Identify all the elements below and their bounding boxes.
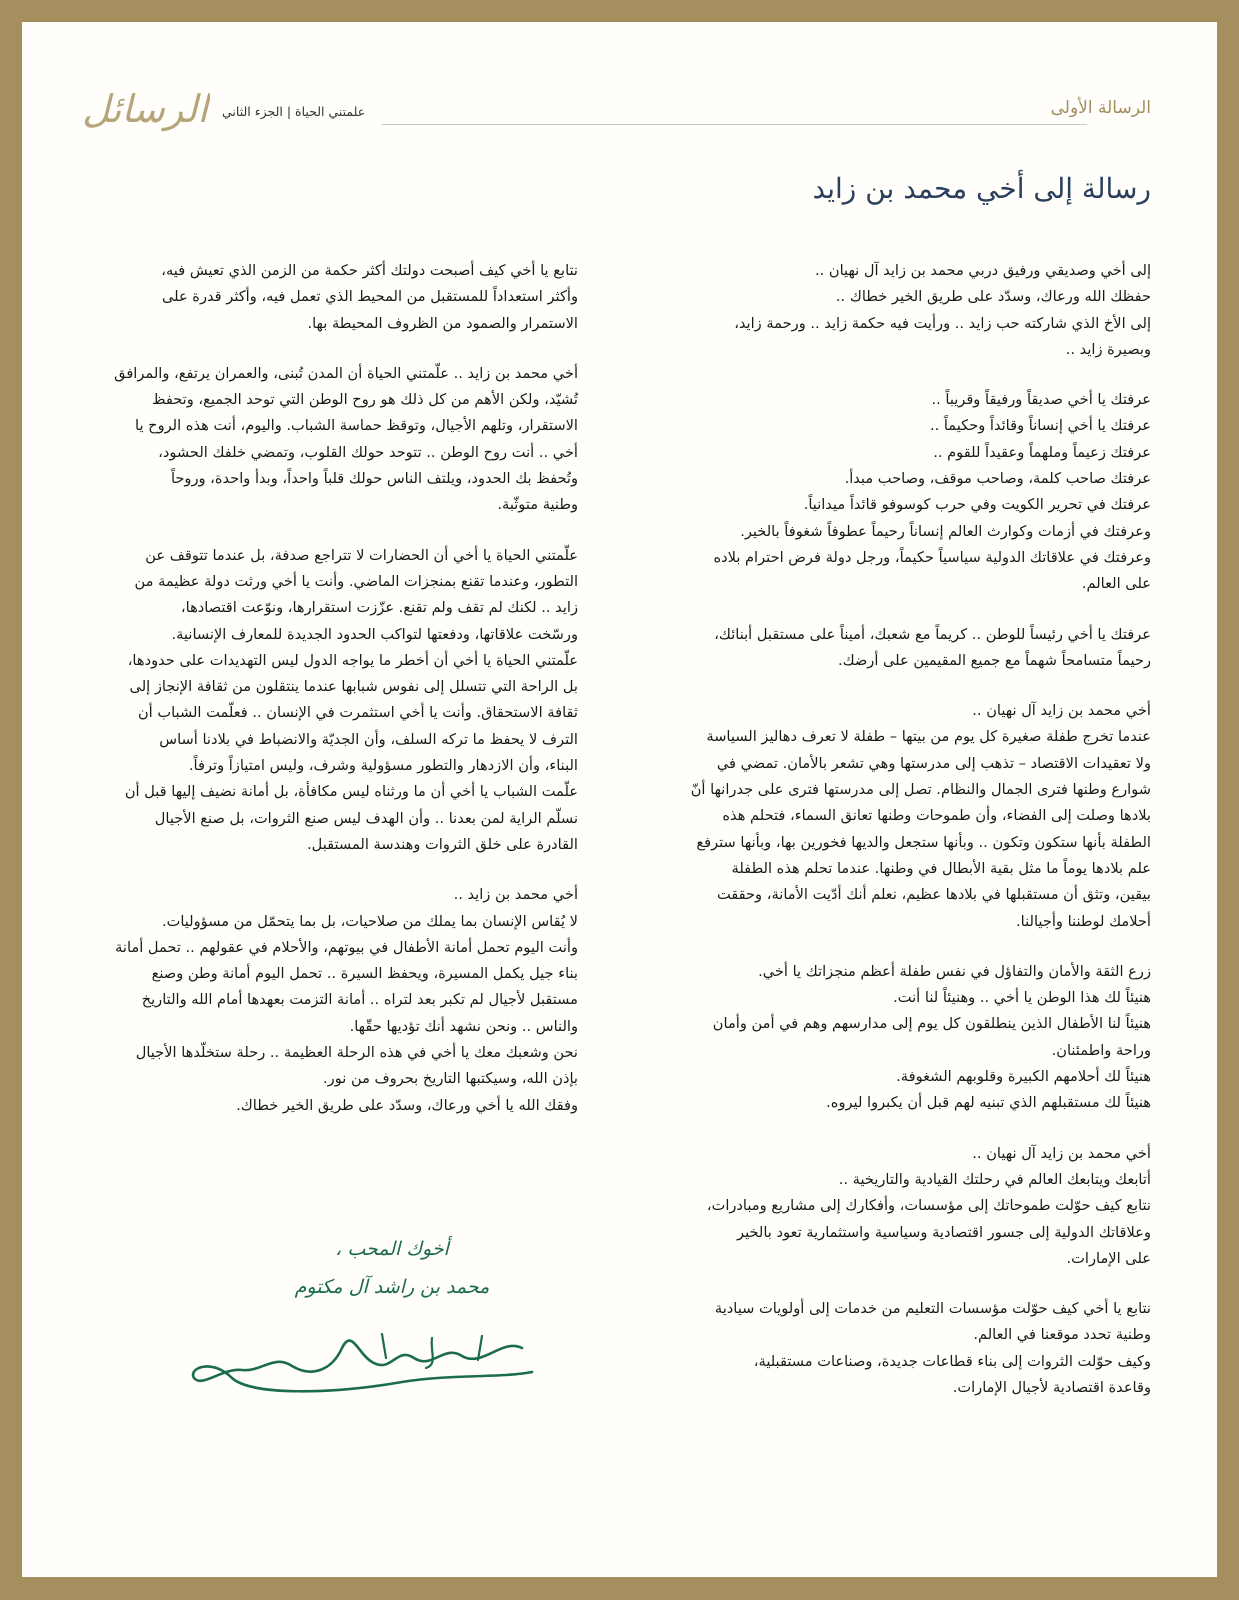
signature-name: محمد بن راشد آل مكتوم bbox=[294, 1276, 490, 1298]
right-column bbox=[651, 258, 1151, 1425]
text-line: نحن وشعبك معك يا أخي في هذه الرحلة العظيمة .. رحلة ستخلّدها الأجيال bbox=[135, 1044, 578, 1062]
text-line: هنيئاً لك هذا الوطن يا أخي .. وهنيئاً لنا أنت. bbox=[893, 989, 1151, 1007]
text-line: زايد .. لكنك لم تقف ولم تقنع. عزّزت استقرارها، ونوّعت اقتصادها، bbox=[180, 599, 578, 617]
alrasael-logo bbox=[80, 80, 210, 140]
text-line: علم بلادها يوماً ما مثل بقية الأبطال في وطنها. عندما تحلم هذه الطفلة bbox=[731, 859, 1151, 877]
header-divider bbox=[382, 124, 1087, 125]
signature-block bbox=[182, 1230, 542, 1420]
text-line: عرفتك يا أخي إنساناً وقائداً وحكيماً .. bbox=[929, 417, 1151, 435]
text-line: إلى أخي وصديقي ورفيق دربي محمد بن زايد آل نهيان .. bbox=[814, 262, 1151, 279]
text-line: عرفتك صاحب كلمة، وصاحب موقف، وصاحب مبدأ. bbox=[844, 470, 1151, 488]
text-line: التطور، وعندما تقنع بمنجزات الماضي. وأنت يا أخي ورثت دولة عظيمة من bbox=[134, 572, 578, 590]
page-header bbox=[22, 80, 1217, 150]
left-column bbox=[78, 258, 578, 1143]
paragraph bbox=[651, 622, 1151, 675]
section-label: الرسالة الأولى bbox=[1050, 98, 1151, 118]
text-line: هنيئاً لك مستقبلهم الذي تبنيه لهم قبل أن يكبروا ليروه. bbox=[826, 1094, 1151, 1112]
svg-text:الرسائل: الرسائل bbox=[82, 87, 208, 131]
text-line: القادرة على خلق الثروات وهندسة المستقبل. bbox=[307, 835, 578, 853]
paragraph bbox=[651, 959, 1151, 1117]
text-line: نسلّم الراية لمن بعدنا .. وأن الهدف ليس صنع الثروات، بل صنع الأجيال bbox=[154, 809, 578, 827]
text-line: الاستقرار، وتلهم الأجيال، وتوقظ حماسة الشباب. واليوم، أنت هذه الروح يا bbox=[135, 417, 578, 435]
text-line: على العالم. bbox=[1081, 575, 1151, 593]
text-line: إلى الأخ الذي شاركته حب زايد .. ورأيت فيه حكمة زايد .. ورحمة زايد، bbox=[734, 314, 1151, 332]
text-line: علّمت الشباب يا أخي أن ما ورثناه ليس مكافأة، بل أمانة نضيف إليها قبل أن bbox=[124, 783, 578, 801]
text-line: نتابع كيف حوّلت طموحاتك إلى مؤسسات، وأفكارك إلى مشاريع ومبادرات، bbox=[706, 1197, 1151, 1215]
text-line: شوارع وطنها فترى الجمال والنظام. تصل إلى مدرستها فترى على جدرانها أنّ bbox=[690, 781, 1151, 799]
text-line: هنيئاً لك أحلامهم الكبيرة وقلوبهم الشغوفة. bbox=[896, 1068, 1151, 1086]
text-line: وعرفتك في علاقاتك الدولية سياسياً حكيماً، ورجل دولة فرض احترام بلاده bbox=[713, 548, 1151, 566]
text-line: علّمتني الحياة يا أخي أن الحضارات لا تتراجع صدفة، بل عندما تتوقف عن bbox=[145, 546, 578, 564]
text-line: لا يُقاس الإنسان بما يملك من صلاحيات، بل بما يتحمّل من مسؤوليات. bbox=[161, 912, 578, 930]
paragraph bbox=[78, 361, 578, 519]
text-line: عرفتك زعيماً وملهماً وعقيداً للقوم .. bbox=[933, 443, 1151, 461]
text-line: بل الراحة التي تتسلل إلى نفوس شبابها عندما ينتقلون من ثقافة الإنجاز إلى bbox=[129, 678, 578, 696]
text-line: مستقبل لأجيال لم تكبر بعد لتراه .. أمانة التزمت بعهدها أمام الله والتاريخ bbox=[141, 991, 578, 1009]
text-line: الترف لا يحفظ ما تركه السلف، وأن الجديّة والانضباط في بلادنا أساس bbox=[159, 730, 578, 748]
text-line: أتابعك ويتابعك العالم في رحلتك القيادية والتاريخية .. bbox=[838, 1170, 1151, 1188]
text-line: البناء، وأن الازدهار والتطور مسؤولية وشرف، وليس امتيازاً وترفاً. bbox=[188, 757, 578, 775]
text-line: وطنية متوثّبة. bbox=[497, 496, 578, 514]
text-line: أخي محمد بن زايد آل نهيان .. bbox=[972, 1144, 1151, 1162]
book-subtitle: علمتني الحياة | الجزء الثاني bbox=[222, 104, 366, 119]
text-line: حفظك الله ورعاك، وسدّد على طريق الخير خطاك .. bbox=[835, 288, 1151, 306]
paragraph bbox=[651, 387, 1151, 597]
text-line: وأكثر استعداداً للمستقبل من المحيط الذي تعمل فيه، وأكثر قدرة على bbox=[161, 288, 578, 306]
text-line: تُشيّد، ولكن الأهم من كل ذلك هو روح الوطن التي توحد الجميع، وتحفظ bbox=[151, 391, 578, 409]
text-line: بلادها وصلت إلى الفضاء، وأن طموحات وطنها تعانق السماء، فتحلم هذه bbox=[722, 807, 1151, 825]
text-line: وكيف حوّلت الثروات إلى بناء قطاعات جديدة، وصناعات مستقبلية، bbox=[753, 1352, 1151, 1370]
text-line: علّمتني الحياة يا أخي أن أخطر ما يواجه الدول ليس التهديدات على حدودها، bbox=[127, 651, 578, 669]
logo-calligraphy-icon bbox=[80, 80, 210, 140]
text-line: عرفتك يا أخي رئيساً للوطن .. كريماً مع شعبك، أميناً على مستقبل أبنائك، bbox=[714, 625, 1151, 643]
letter-title: رسالة إلى أخي محمد بن زايد bbox=[812, 172, 1151, 205]
text-line: بيقين، وتثق أن مستقبلها في بلادها عظيم، نعلم أنك أدّيت الأمانة، وحققت bbox=[716, 886, 1151, 904]
text-line: وتُحفظ بك الحدود، ويلتف الناس حولك قلباً واحداً، وبدأ واحدة، وروحاً bbox=[170, 470, 578, 488]
text-line: نتابع يا أخي كيف أصبحت دولتك أكثر حكمة من الزمن الذي تعيش فيه، bbox=[161, 262, 578, 279]
text-line: أخي محمد بن زايد .. bbox=[453, 886, 578, 904]
paragraph bbox=[78, 882, 578, 1119]
text-line: وبصيرة زايد .. bbox=[1065, 340, 1151, 358]
text-line: الاستمرار والصمود من الظروف المحيطة بها. bbox=[307, 314, 578, 332]
text-line: عندما تخرج طفلة صغيرة كل يوم من بيتها – طفلة لا تعرف دهاليز السياسة bbox=[706, 728, 1151, 746]
text-line: نتابع يا أخي كيف حوّلت مؤسسات التعليم من خدمات إلى أولويات سيادية bbox=[714, 1300, 1151, 1318]
paragraph bbox=[651, 1296, 1151, 1401]
letter-page bbox=[22, 22, 1217, 1577]
text-line: أخي محمد بن زايد آل نهيان .. bbox=[972, 702, 1151, 720]
text-line: أخي .. أنت روح الوطن .. تتوحد حولك القلوب، وتمضي خلفك الحشود، bbox=[158, 443, 578, 461]
paragraph bbox=[651, 258, 1151, 363]
text-line: ثقافة الاستحقاق. وأنت يا أخي استثمرت في الإنسان .. فعلّمت الشباب أن bbox=[137, 704, 578, 722]
text-line: على الإمارات. bbox=[1066, 1249, 1151, 1267]
text-line: بإذن الله، وسيكتبها التاريخ بحروف من نور. bbox=[323, 1070, 578, 1088]
text-line: بناء جيل يكمل المسيرة، ويحفظ السيرة .. تحمل اليوم أمانة وطن وصنع bbox=[151, 965, 578, 983]
paragraph bbox=[78, 258, 578, 337]
handwritten-signature-icon bbox=[182, 1308, 542, 1408]
text-line: وعلاقاتك الدولية إلى جسور اقتصادية وسياسية واستثمارية تعود بالخير bbox=[737, 1223, 1151, 1241]
text-line: والناس .. ونحن نشهد أنك تؤديها حقّها. bbox=[349, 1017, 578, 1035]
text-line: رحيماً متسامحاً شهماً مع جميع المقيمين على أرضك. bbox=[837, 651, 1151, 669]
text-line: وقاعدة اقتصادية لأجيال الإمارات. bbox=[952, 1378, 1151, 1396]
text-line: الطفلة بأنها ستكون وتكون .. وبأنها ستجعل والديها فخورين بها، وبأنها سترفع bbox=[696, 833, 1151, 851]
text-line: وطنية تحدد موقعنا في العالم. bbox=[973, 1326, 1151, 1344]
text-line: هنيئاً لنا الأطفال الذين ينطلقون كل يوم إلى مدارسهم وهم في أمن وأمان bbox=[712, 1015, 1151, 1033]
text-line: ورسّخت علاقاتها، ودفعتها لتواكب الحدود الجديدة للمعارف الإنسانية. bbox=[171, 625, 578, 643]
text-line: وعرفتك في أزمات وكوارث العالم إنساناً رحيماً عطوفاً شغوفاً بالخير. bbox=[740, 522, 1151, 540]
text-line: وراحة واطمئنان. bbox=[1051, 1041, 1151, 1059]
text-line: وفقك الله يا أخي ورعاك، وسدّد على طريق الخير خطاك. bbox=[236, 1096, 578, 1114]
paragraph bbox=[78, 543, 578, 859]
text-line: ولا تعقيدات الاقتصاد – تذهب إلى مدرستها وهي تشعر بالأمان. تمضي في bbox=[716, 754, 1151, 772]
text-line: زرع الثقة والأمان والتفاؤل في نفس طفلة أعظم منجزاتك يا أخي. bbox=[758, 962, 1151, 980]
paragraph bbox=[651, 1141, 1151, 1272]
text-line: عرفتك يا أخي صديقاً ورفيقاً وقريباً .. bbox=[931, 391, 1151, 409]
paragraph bbox=[651, 698, 1151, 935]
text-line: عرفتك في تحرير الكويت وفي حرب كوسوفو قائداً ميدانياً. bbox=[803, 496, 1151, 514]
signature-closing: أخوك المحب ، bbox=[335, 1238, 449, 1260]
text-line: أحلامك لوطننا وأجيالنا. bbox=[1016, 912, 1151, 930]
text-line: أخي محمد بن زايد .. علّمتني الحياة أن المدن تُبنى، والعمران يرتفع، والمرافق bbox=[114, 364, 578, 382]
text-line: وأنت اليوم تحمل أمانة الأطفال في بيوتهم، والأحلام في عقولهم .. تحمل أمانة bbox=[115, 938, 578, 956]
